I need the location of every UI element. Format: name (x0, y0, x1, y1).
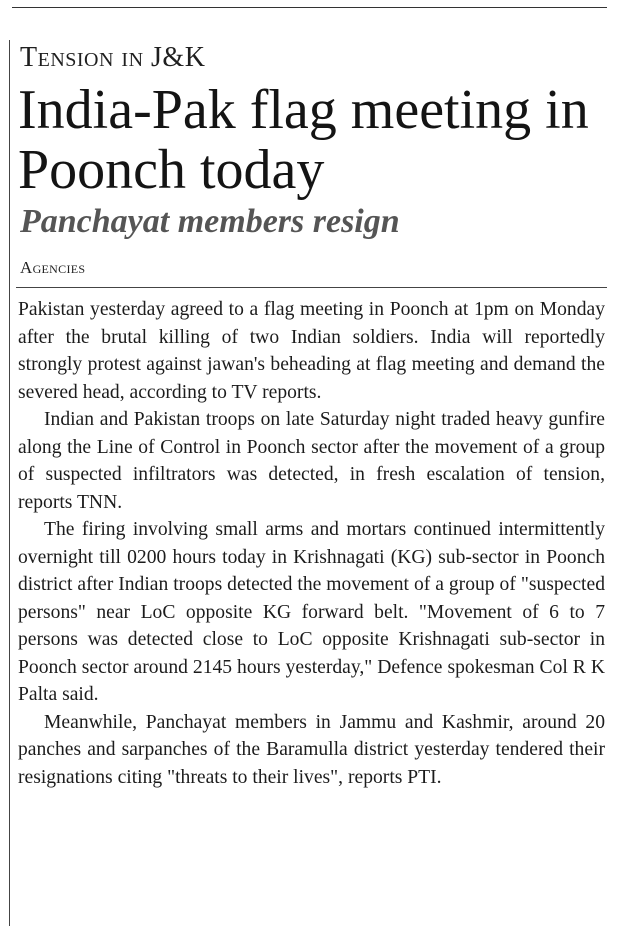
article-paragraph: Meanwhile, Panchayat members in Jammu and Kashmir, around 20 panches and sarpanches of the Baramulla district yesterday tendered their resignations citing "threats to their lives", reports PTI. (18, 711, 605, 788)
byline: Agencies (20, 258, 86, 277)
article-paragraph: Indian and Pakistan troops on late Saturday night traded heavy gunfire along the Line of Control in Poonch sector after the movement of a group of suspected infiltrators was detected, in fresh escalation of tension, reports TNN. (18, 409, 605, 513)
top-rule (12, 7, 607, 8)
byline-rule (16, 287, 607, 288)
headline: India-Pak flag meeting in Poonch today (18, 79, 589, 201)
column-rule (9, 40, 10, 926)
article-paragraph: Pakistan yesterday agreed to a flag meeting in Poonch at 1pm on Monday after the brutal killing of two Indian soldiers. India will reportedly strongly protest against jawan's beheading at flag meeting and demand the severed head, according to TV reports. (18, 299, 605, 403)
subheadline: Panchayat members resign (20, 203, 400, 240)
article-body (18, 296, 605, 791)
kicker: Tension in J&K (20, 42, 206, 73)
article-paragraph: The firing involving small arms and mortars continued intermittently overnight till 0200 hours today in Krishnagati (KG) sub-sector in Poonch district after Indian troops detected the movement of a group of "suspected persons" near LoC opposite KG forward belt. "Movement of 6 to 7 persons was detected close to LoC opposite Krishnagati sub-sector in Poonch sector around 2145 hours yesterday," Defence spokesman Col R K Palta said. (18, 519, 605, 705)
